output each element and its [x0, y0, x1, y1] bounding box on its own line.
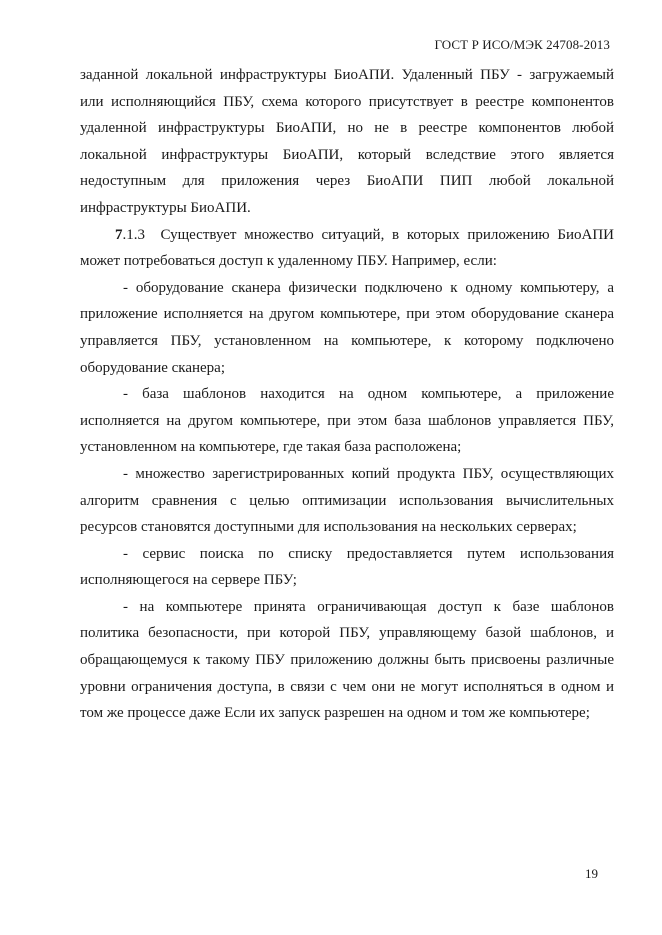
clause-7-1-3 [80, 222, 614, 275]
clause-number-major: 7 [115, 226, 123, 243]
document-header: ГОСТ Р ИСО/МЭК 24708-2013 [434, 37, 610, 52]
list-item: - сервис поиска по списку предоставляется путем использования исполняющегося на сервере ПБУ; [80, 545, 614, 589]
clause-number-minor: .1.3 [122, 226, 145, 243]
list-item: - оборудование сканера физически подключено к одному компьютеру, а приложение исполняется на другом компьютере, при этом оборудование сканера управляется ПБУ, установленном на компьютере, к которому подключено оборудование сканера; [80, 279, 614, 376]
clause-text: Существует множество ситуаций, в которых приложению БиоАПИ может потребоваться доступ к удаленному ПБУ. Например, если: [80, 226, 614, 270]
page-number: 19 [585, 866, 598, 881]
document-body [80, 62, 614, 727]
list-item: - множество зарегистрированных копий продукта ПБУ, осуществляющих алгоритм сравнения с целью оптимизации использования вычислительных ресурсов становятся доступными для использования на нескольких серверах; [80, 465, 614, 536]
paragraph-continuation: заданной локальной инфраструктуры БиоАПИ. Удаленный ПБУ - загружаемый или исполняющийся ПБУ, схема которого присутствует в реестре компонентов удаленной инфраструктуры БиоАПИ, но не в реестре компонентов любой локальной инфраструктуры БиоАПИ, который вследствие этого является недоступным для приложения через БиоАПИ ПИП любой локальной инфраструктуры БиоАПИ. [80, 67, 614, 216]
list-item: - база шаблонов находится на одном компьютере, а приложение исполняется на другом компьютере, при этом база шаблонов управляется ПБУ, установленном на компьютере, где такая база расположена; [80, 386, 614, 456]
list-item: - на компьютере принята ограничивающая доступ к базе шаблонов политика безопасности, при которой ПБУ, управляющему базой шаблонов, и обращающемуся к такому ПБУ приложению должны быть присвоены различные уровни ограничения доступа, в связи с чем они не могут исполняться в одном и том же процессе даже Если их запуск разрешен на одном и том же компьютере; [80, 598, 614, 722]
